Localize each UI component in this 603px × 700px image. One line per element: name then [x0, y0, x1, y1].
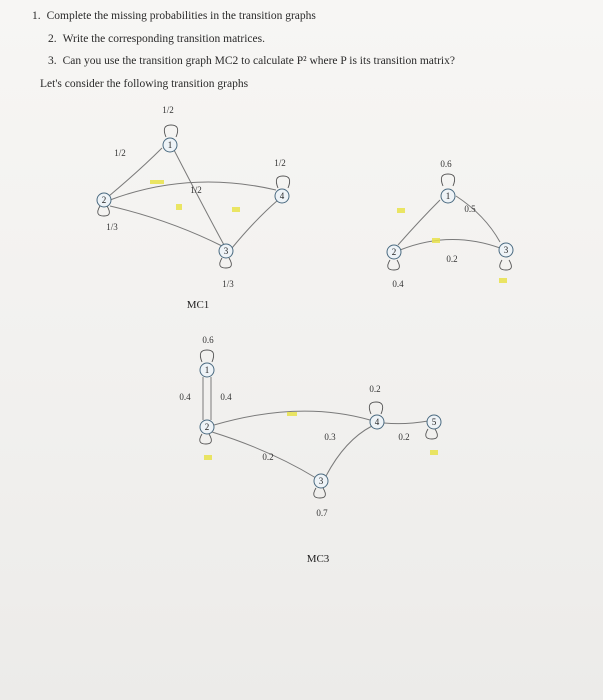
mc3-node-5	[427, 415, 441, 429]
mc2-node-2	[387, 245, 401, 259]
mc2-graph	[387, 159, 513, 289]
svg-text:4: 4	[374, 417, 380, 427]
mc1-title: MC1	[186, 299, 210, 311]
mc1-node-3	[219, 244, 233, 258]
mc2-node-3	[499, 243, 513, 257]
svg-text:1: 1	[445, 191, 451, 201]
mid-blank-2	[204, 455, 212, 460]
mid-label-loop1: 0.6	[202, 335, 214, 345]
mc3-label-e45: 0.2	[398, 432, 410, 442]
mc2-label-loop2: 0.4	[392, 279, 404, 289]
svg-text:2: 2	[391, 247, 397, 257]
mc2-label-loop1: 0.6	[440, 159, 452, 169]
mc2-loop-3	[500, 260, 512, 270]
mc2-loop-2	[388, 260, 400, 270]
mc1-blank-2-1	[150, 180, 164, 184]
mid-loop-1	[200, 350, 213, 362]
mc1-loop-1	[164, 125, 177, 137]
intro-text: Let's consider the following transition graphs	[40, 78, 249, 90]
mc2-blank-2-3	[432, 238, 440, 243]
mc2-label-e23: 0.2	[446, 254, 458, 264]
mc3-blank-5	[430, 450, 438, 455]
mc3-loop-5	[426, 429, 438, 439]
mc2-loop-1	[441, 174, 454, 186]
mc-mid-graph	[179, 335, 232, 460]
mc3-node-3	[314, 474, 328, 488]
mc2-blank-3	[499, 278, 507, 283]
mc1-label-loop4: 1/2	[274, 158, 286, 168]
mc3-loop-3	[314, 488, 326, 498]
mc1-label-loop3: 1/3	[222, 279, 234, 289]
question-2: 2. Write the corresponding transition matrices.	[48, 33, 265, 45]
mid-label-left: 0.4	[179, 392, 191, 402]
mid-node-1	[200, 363, 214, 377]
mid-loop-2	[200, 434, 212, 444]
mc2-blank-2-1	[397, 208, 405, 213]
mc1-loop-4	[276, 176, 289, 188]
mc2-edge-2-3	[400, 239, 500, 250]
svg-text:3: 3	[223, 246, 229, 256]
mc1-blank-1-3	[176, 204, 182, 210]
mc1-node-2	[97, 193, 111, 207]
mc1-label-loop2: 1/3	[106, 222, 118, 232]
mc3-edge-4-5	[384, 421, 428, 424]
mc3-label-loop3: 0.7	[316, 508, 328, 518]
mc1-loop-3	[220, 258, 232, 268]
mc3-label-e34: 0.3	[324, 432, 336, 442]
mc1-node-1	[163, 138, 177, 152]
mc1-edge-2-3	[110, 206, 222, 246]
mc2-edge-1-3	[456, 196, 500, 242]
mc1-label-e23: 1/2	[190, 185, 202, 195]
question-1: 1. Complete the missing probabilities in the transition graphs	[32, 10, 316, 22]
svg-text:1: 1	[167, 140, 173, 150]
mid-label-right: 0.4	[220, 392, 232, 402]
mid-node-2	[200, 420, 214, 434]
mc3-label-e23: 0.2	[262, 452, 274, 462]
mc1-node-4	[275, 189, 289, 203]
mc3-node-4	[370, 415, 384, 429]
svg-text:1: 1	[204, 365, 210, 375]
question-3: 3. Can you use the transition graph MC2 to calculate P² where P is its transition matrix?	[48, 55, 455, 67]
mc3-blank-2-4	[287, 412, 297, 416]
mc3-title: MC3	[306, 553, 330, 565]
svg-text:2: 2	[204, 422, 210, 432]
svg-text:3: 3	[503, 245, 509, 255]
svg-text:5: 5	[431, 417, 437, 427]
svg-text:2: 2	[101, 195, 107, 205]
mc1-graph	[97, 105, 290, 311]
mc1-loop-2	[98, 206, 110, 216]
mc1-label-loop1: 1/2	[162, 105, 174, 115]
mc1-blank-3-4	[232, 207, 240, 212]
mc3-loop-4	[369, 402, 382, 414]
mc2-node-1	[441, 189, 455, 203]
mc3-graph	[212, 384, 441, 565]
mc3-label-loop4: 0.2	[369, 384, 381, 394]
svg-text:3: 3	[318, 476, 324, 486]
mc1-edge-1-3	[174, 150, 224, 245]
mc1-label-e12: 1/2	[114, 148, 126, 158]
mc2-label-e13: 0.5	[464, 204, 476, 214]
svg-text:4: 4	[279, 191, 285, 201]
